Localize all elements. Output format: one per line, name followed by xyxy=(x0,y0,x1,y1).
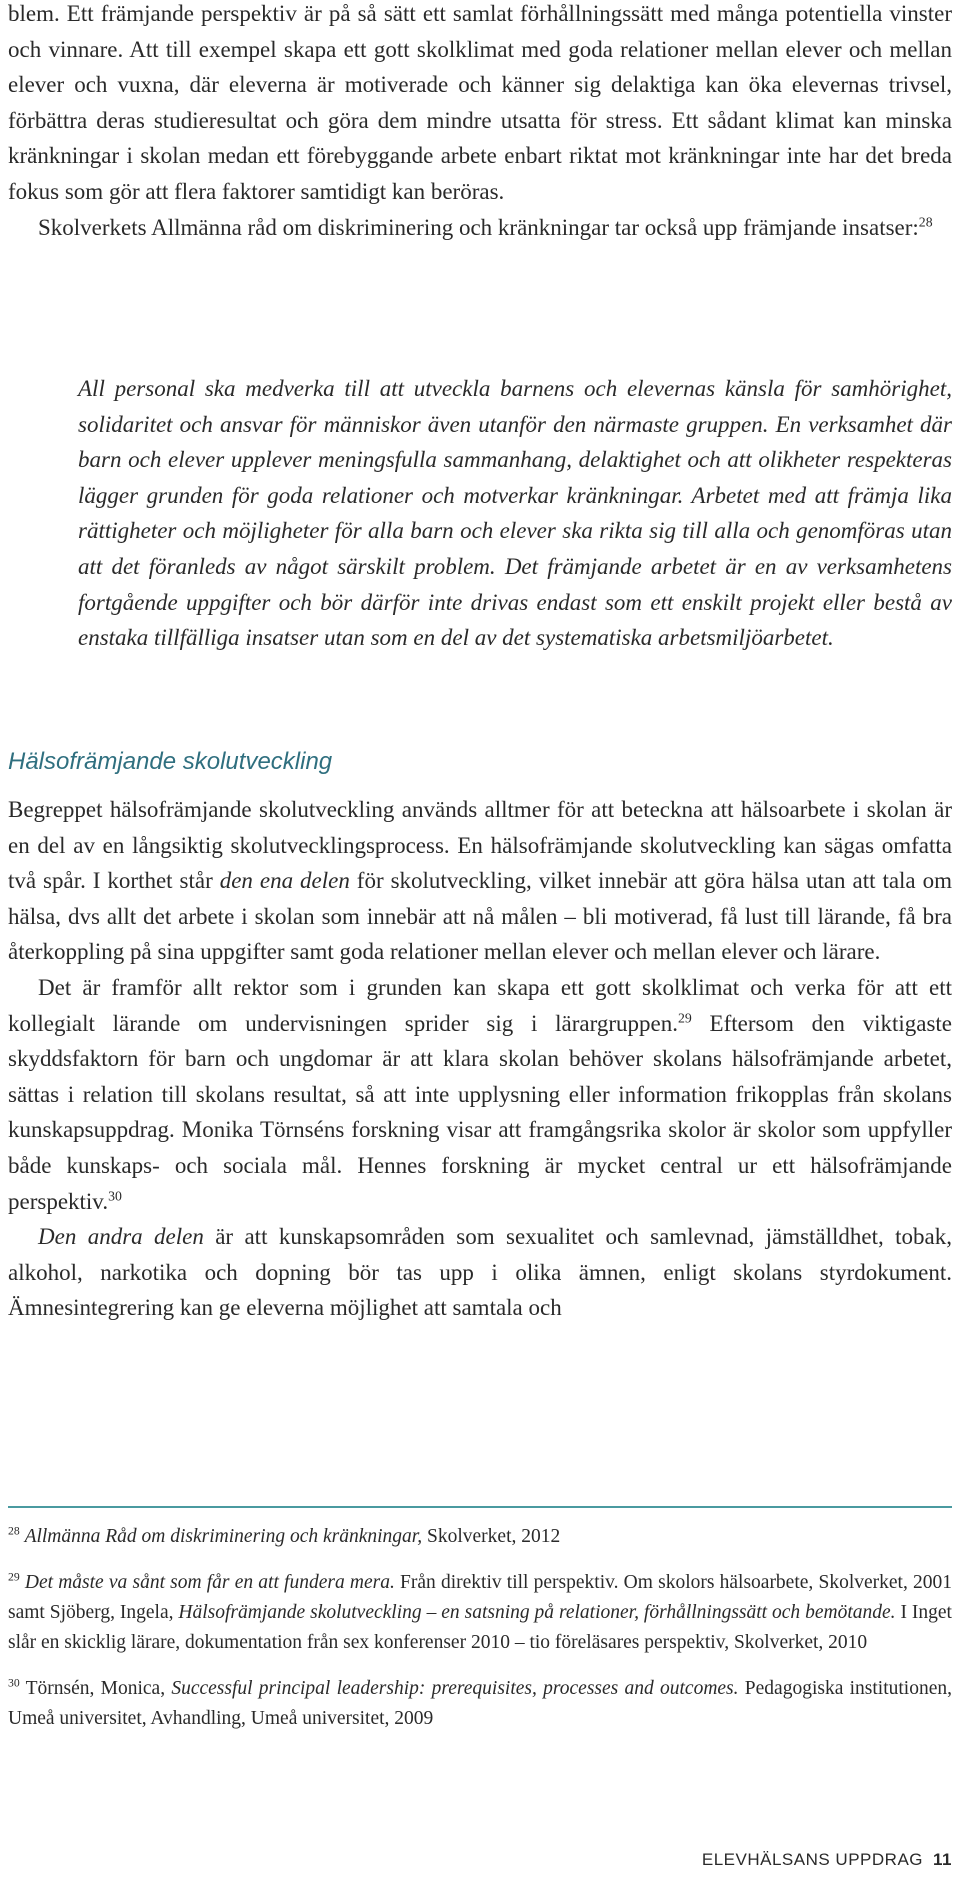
footnote-28 xyxy=(8,1522,952,1552)
page-footer xyxy=(702,1850,952,1870)
footer-label: ELEVHÄLSANS UPPDRAG xyxy=(701,1850,924,1869)
section-p1-emphasis: den ena delen xyxy=(219,868,350,894)
footnote-number: 28 xyxy=(8,1524,20,1538)
footnote-text: Skolverket, 2012 xyxy=(422,1526,561,1547)
footnote-title-2: Hälsofrämjande skolutveckling – en satsning på relationer, förhållningssätt och bemötande. xyxy=(178,1602,896,1623)
section-p2-text-a: Det är framför allt rektor som i grunden kan skapa ett gott skolklimat och verka för att ett kollegialt lärande om undervisningen sprider sig i lärargruppen. xyxy=(8,974,952,1036)
section-p3-emphasis: Den andra delen xyxy=(38,1224,204,1250)
section-p3-text: är att kunskapsområden som sexualitet och samlevnad, jämställdhet, tobak, alkohol, narkotika och dopning bör tas upp i olika ämnen, enligt skolans styrdokument. Ämnesintegrering kan ge eleverna möjlighet att samtala och xyxy=(8,1224,952,1321)
footnote-title: Det måste va sånt som får en att fundera mera. xyxy=(24,1572,395,1593)
footnote-29 xyxy=(8,1568,952,1658)
footnote-title: Allmänna Råd om diskriminering och kränkningar, xyxy=(24,1526,423,1547)
section-paragraph-2 xyxy=(8,970,952,1219)
intro-paragraph-2 xyxy=(8,210,952,246)
footnote-text-2: I Inget slår en skicklig lärare, dokumentation från sex konferenser 2010 – tio föreläsares perspektiv, Skolverket, 2010 xyxy=(8,1602,952,1653)
footnote-ref-29[interactable]: 29 xyxy=(677,1009,692,1025)
page-number: 11 xyxy=(933,1850,952,1869)
section-heading: Hälsofrämjande skolutveckling xyxy=(8,748,333,775)
footnote-divider xyxy=(8,1506,952,1508)
intro-paragraph-1: blem. Ett främjande perspektiv är på så sätt ett samlat förhållningssätt med många potentiella vinster och vinnare. Att till exempel skapa ett gott skolklimat med goda relationer mellan elever och mellan elever och vuxna, där eleverna är motiverade och känner sig delaktiga kan öka elevernas trivsel, förbättra deras studieresultat och göra dem mindre utsatta för stress. Ett sådant klimat kan minska kränkningar i skolan medan ett förebyggande arbete enbart riktat mot kränkningar inte har det breda fokus som gör att flera faktorer samtidigt kan beröras. xyxy=(8,1,952,204)
section-paragraph-1 xyxy=(8,792,952,970)
footnote-text: Från direktiv till perspektiv. Om skolors hälsoarbete, Skolverket, 2001 samt Sjöberg, Ingela, xyxy=(8,1572,953,1623)
footnote-30 xyxy=(8,1674,952,1734)
section-p1-text-b: för skolutveckling, vilket innebär att göra hälsa utan att tala om hälsa, dvs allt det arbete i skolan som innebär att nå målen – bli motiverad, få lust till lärande, få bra återkoppling på sina uppgifter samt goda relationer mellan elever och mellan elever och lärare. xyxy=(8,868,952,965)
footnote-ref-28[interactable]: 28 xyxy=(918,213,933,229)
footnotes xyxy=(8,1522,952,1750)
section-text xyxy=(8,792,952,1326)
footnote-text: Pedagogiska institutionen, Umeå universitet, Avhandling, Umeå universitet, 2009 xyxy=(8,1678,952,1729)
footnote-ref-30[interactable]: 30 xyxy=(108,1187,122,1203)
intro-text xyxy=(8,0,952,245)
footnote-title: Successful principal leadership: prerequisites, processes and outcomes. xyxy=(171,1678,739,1699)
section-p1-text-a: Begreppet hälsofrämjande skolutveckling används alltmer för att beteckna att hälsoarbete i skolan är en del av en långsiktig skolutvecklingsprocess. En hälsofrämjande skolutveckling kan sägas omfatta två spår. I korthet står xyxy=(8,797,952,894)
section-p2-text-b: Eftersom den viktigaste skyddsfaktorn för barn och ungdomar är att klara skolan behöver skolans hälsofrämjande arbetet, sättas i relation till skolans resultat, så att inte upplysning eller information frikopplas från skolans kunskapsuppdrag. Monika Törnséns forskning visar att framgångsrika skolor är skolor som uppfyller både kunskaps- och sociala mål. Hennes forskning är mycket central ur ett hälsofrämjande perspektiv. xyxy=(8,1010,952,1214)
footnote-author: Törnsén, Monica, xyxy=(25,1678,172,1699)
footnote-number: 30 xyxy=(8,1676,20,1690)
footnote-number: 29 xyxy=(8,1570,20,1584)
block-quote xyxy=(78,371,952,656)
intro-paragraph-2-text: Skolverkets Allmänna råd om diskriminering och kränkningar tar också upp främjande insatser: xyxy=(38,214,919,240)
quote-text: All personal ska medverka till att utveckla barnens och elevernas känsla för samhörighet, solidaritet och ansvar för människor även utanför den närmaste gruppen. En verksamhet där barn och elever upplever meningsfulla sammanhang, delaktighet och att olikheter respekteras lägger grunden för goda relationer och motverkar kränkningar. Arbetet med att främja lika rättigheter och möjligheter för alla barn och elever ska rikta sig till alla och genomföras utan att det föranleds av något särskilt problem. Det främjande arbetet är en av verksamhetens fortgående uppgifter och bör därför inte drivas endast som ett enskilt projekt eller bestå av enstaka tillfälliga insatser utan som en del av det systematiska arbetsmiljöarbetet. xyxy=(78,376,952,651)
section-paragraph-3 xyxy=(8,1219,952,1326)
